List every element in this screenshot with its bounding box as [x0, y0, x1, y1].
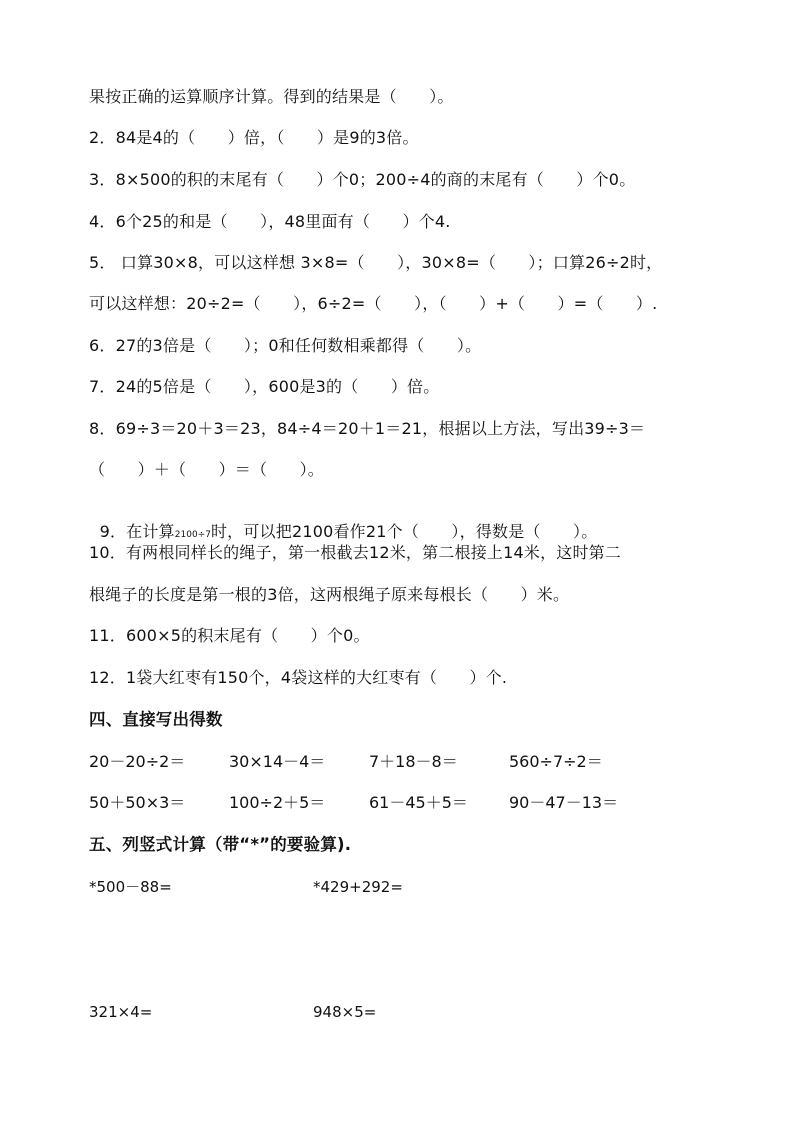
- question-10-continued: 根绳子的长度是第一根的3倍，这两根绳子原来每根长（ ）米。: [89, 585, 570, 604]
- mental-math-item: 30×14－4＝: [229, 752, 326, 771]
- mental-math-item: 50＋50×3＝: [89, 793, 186, 812]
- question-9-expression: 2100÷7: [174, 530, 211, 540]
- question-3: 3．8×500的积的末尾有（ ）个0；200÷4的商的末尾有（ ）个0。: [89, 170, 636, 189]
- question-9-prefix: 9．在计算: [99, 522, 175, 541]
- vertical-calc-item: 321×4=: [89, 1003, 153, 1021]
- mental-math-item: 61－45＋5＝: [369, 793, 468, 812]
- vertical-calc-item: *429+292=: [313, 878, 403, 896]
- vertical-calc-item: 948×5=: [313, 1003, 377, 1021]
- question-11: 11．600×5的积末尾有（ ）个0。: [89, 626, 370, 645]
- question-2: 2．84是4的（ ）倍，（ ）是9的3倍。: [89, 128, 419, 147]
- question-5-continued: 可以这样想：20÷2=（ ），6÷2=（ ），（ ）+（ ）=（ ）.: [89, 294, 658, 313]
- mental-math-item: 90－47－13＝: [509, 793, 619, 812]
- mental-math-item: 100÷2＋5＝: [229, 793, 326, 812]
- question-8: 8．69÷3＝20＋3＝23，84÷4＝20＋1＝21，根据以上方法，写出39÷3＝: [89, 419, 646, 438]
- question-4: 4．6个25的和是（ ），48里面有（ ）个4.: [89, 212, 451, 231]
- mental-math-item: 560÷7÷2＝: [509, 752, 603, 771]
- question-line: 果按正确的运算顺序计算。得到的结果是（ ）。: [89, 87, 454, 106]
- mental-math-item: 20－20÷2＝: [89, 752, 186, 771]
- question-12: 12．1袋大红枣有150个，4袋这样的大红枣有（ ）个.: [89, 668, 508, 687]
- question-6: 6．27的3倍是（ ）；0和任何数相乘都得（ ）。: [89, 336, 482, 355]
- question-5: 5． 口算30×8，可以这样想 3×8=（ ），30×8=（ ）；口算26÷2时，: [89, 253, 663, 272]
- section-4-title: 四、直接写出得数: [89, 710, 223, 729]
- question-7: 7．24的5倍是（ ），600是3的（ ）倍。: [89, 377, 440, 396]
- vertical-calc-item: *500－88=: [89, 878, 172, 896]
- section-5-title: 五、列竖式计算（带“*”的要验算).: [89, 835, 352, 854]
- question-10: 10．有两根同样长的绳子，第一根截去12米，第二根接上14米，这时第二: [89, 543, 622, 562]
- question-9-suffix: 时，可以把2100看作21个（ ），得数是（ ）。: [210, 522, 598, 541]
- mental-math-item: 7＋18－8＝: [369, 752, 458, 771]
- question-8-continued: （ ）＋（ ）＝（ ）。: [89, 460, 325, 479]
- question-9: [89, 502, 597, 545]
